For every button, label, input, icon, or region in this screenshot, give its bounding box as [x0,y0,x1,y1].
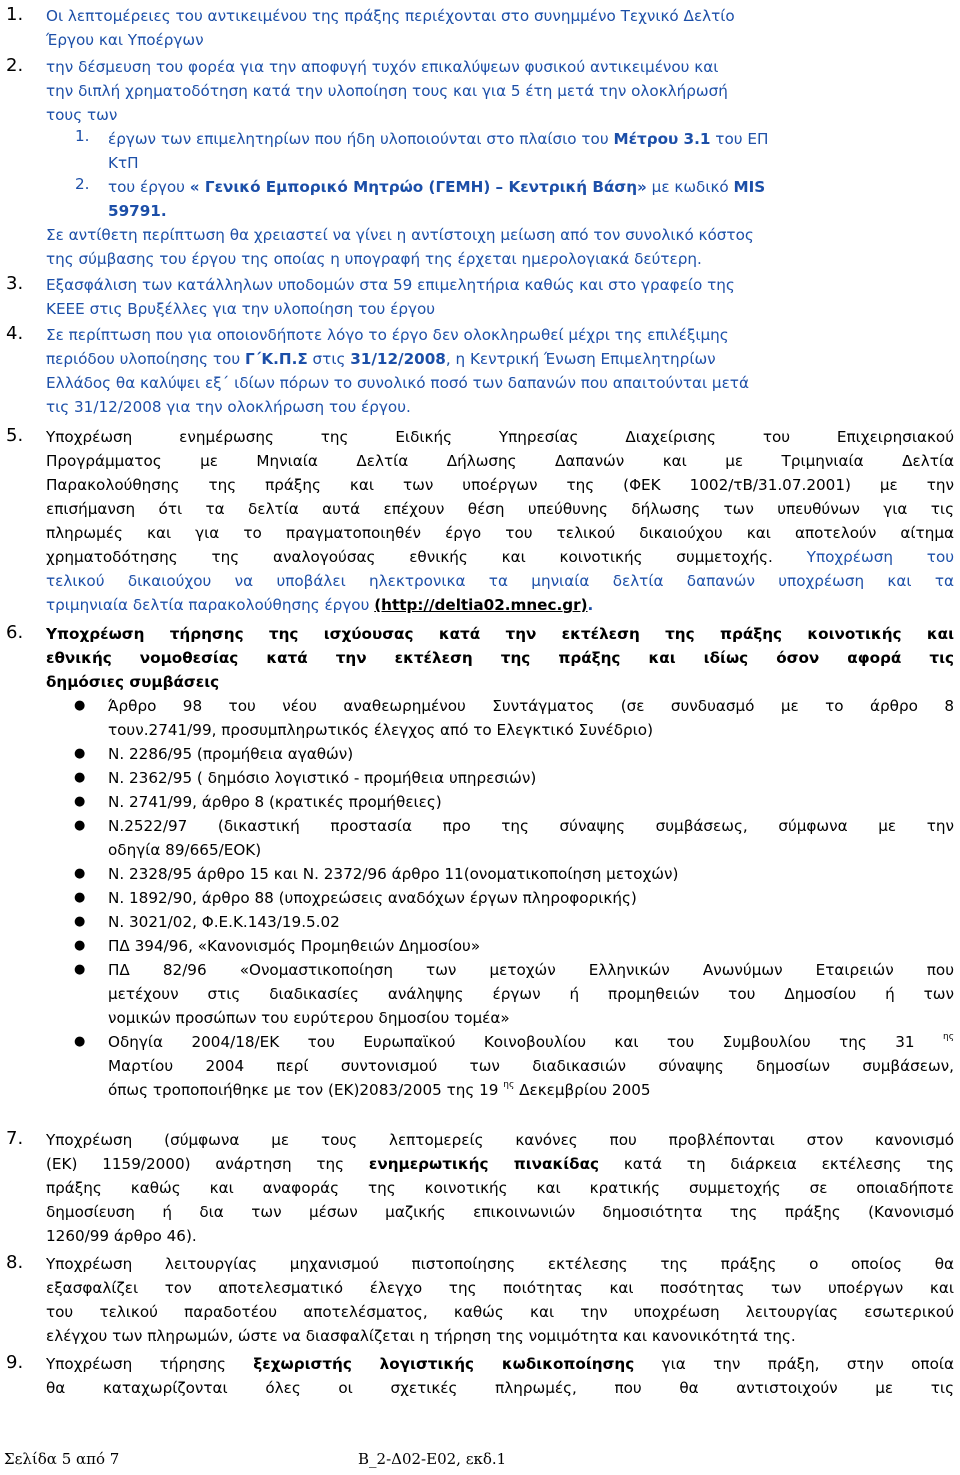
item-text-line: επισήμανση ότι τα δελτία αυτά επέχουν θέση υπεύθυνης δήλωσης των υπευθύνων για τις [46,500,954,518]
bullet-icon: ● [74,746,86,761]
item-text-line: δημοσίευση ή δια των μέσων μαζικής επικοινωνιών δημοσιότητα της πράξης (Κανονισμό [46,1203,954,1221]
item-number: 7. [6,1128,24,1149]
item-heading-line: εθνικής νομοθεσίας κατά την εκτέλεση της πράξης και ιδίως όσον αφορά τις [46,649,954,667]
deadline-date: 31/12/2008 [350,350,446,368]
item-text-line: ελέγχου των πληρωμών, ώστε να διασφαλίζεται η τήρηση της νομιμότητα και κανονικότητά της. [46,1327,796,1345]
bullet-text: Ν. 2362/95 ( δημόσιο λογιστικό - προμήθεια υπηρεσιών) [108,769,537,787]
bullet-text: Μαρτίου 2004 περί συντονισμού των διαδικασιών σύναψης δημοσίων συμβάσεων, [108,1057,954,1075]
bullet-icon: ● [74,698,86,713]
item-text: , η Κεντρική Ένωση Επιμελητηρίων [445,350,716,368]
bullet-text: Ν. 1892/90, άρθρο 88 (υποχρεώσεις αναδόχων έργων πληροφορικής) [108,889,637,907]
item-text-line: Εξασφάλιση των κατάλληλων υποδομών στα 59 επιμελητήρια καθώς και στο γραφείο της [46,276,735,294]
item-number: 3. [6,273,24,294]
bullet-icon: ● [74,866,86,881]
item-heading-line: δημόσιες συμβάσεις [46,673,220,691]
bullet-text: οδηγία 89/665/ΕΟΚ) [108,841,262,859]
item-text-line: τους των [46,106,118,124]
sub-text: ΚτΠ [108,154,139,172]
item-text: τριμηνιαία δελτία παρακολούθησης έργου [46,596,370,614]
bullet-text: ΠΔ 82/96 «Ονομαστικοποίηση των μετοχών Ελληνικών Ανωνύμων Εταιρειών που [108,961,954,979]
item-text: περιόδου υλοποίησης του [46,350,241,368]
bullet-text: Ν.2522/97 (δικαστική προστασία προ της σύναψης συμβάσεως, σύμφωνα με την [108,817,954,835]
item-text-line: Υποχρέωση ενημέρωσης της Ειδικής Υπηρεσίας Διαχείρισης του Επιχειρησιακού [46,428,954,446]
bullet-text: νομικών προσώπων του ευρύτερου δημοσίου τομέα» [108,1009,510,1027]
note-line: της σύμβασης του έργου της οποίας η υπογραφή της έρχεται ημερολογιακά δεύτερη. [46,250,702,268]
item-text-line: θα καταχωρίζονται όλες οι σχετικές πληρωμές, που θα αντιστοιχούν με τις [46,1379,954,1397]
bullet-text: Οδηγία 2004/18/ΕΚ του Ευρωπαϊκού Κοινοβουλίου και του Συμβουλίου της 31 [108,1033,915,1051]
bullet-text: Ν. 2286/95 (προμήθεια αγαθών) [108,745,354,763]
bullet-item [108,862,954,886]
bullet-item [108,694,954,742]
item-text-bold: ενημερωτικής πινακίδας [368,1155,600,1173]
bullet-text: τουν.2741/99, προσυμπληρωτικός έλεγχος από το Ελεγκτικό Συνέδριο) [108,721,654,739]
item-text-line: Παρακολούθησης της πράξης και των υποέργων της (ΦΕΚ 1002/τΒ/31.07.2001) με την [46,476,954,494]
item-text: κατά τη διάρκεια εκτέλεσης της [623,1155,955,1173]
sub-item-2 [108,175,954,223]
item-heading-line: Υποχρέωση τήρησης της ισχύουσας κατά την εκτέλεση της πράξης κοινοτικής και [46,625,954,643]
bullet-icon: ● [74,818,86,833]
sub-text: με κωδικό [651,178,729,196]
item-number: 8. [6,1252,24,1273]
item-text-line: τις 31/12/2008 για την ολοκλήρωση του έργου. [46,398,411,416]
item-number: 5. [6,425,24,446]
bullet-item [108,742,954,766]
page-number: Σελίδα 5 από 7 [4,1450,120,1468]
bullet-item [108,958,954,1030]
bullet-item [108,886,954,910]
item-text-line: Ελλάδος θα καλύψει εξ΄ ιδίων πόρων το συνολικό ποσό των δαπανών που απαιτούνται μετά [46,374,749,392]
mis-code: 59791. [108,202,167,220]
item-text: . [587,596,594,614]
sub-note [46,223,954,271]
sub-text: έργων των επιμελητηρίων που ήδη υλοποιούνται στο πλαίσιο του [108,130,609,148]
item-text-line: την δέσμευση του φορέα για την αποφυγή τυχόν επικαλύψεων φυσικού αντικειμένου και [46,58,719,76]
bullet-text: μετέχουν στις διαδικασίες ανάληψης έργων ή προμηθειών του Δημοσίου ή των [108,985,954,1003]
item-number: 6. [6,622,24,643]
sub-item-number: 2. [75,175,90,193]
ordinal-suffix: ης [943,1032,954,1042]
item-number: 2. [6,55,24,76]
item-text: (ΕΚ) 1159/2000) ανάρτηση της [46,1155,345,1173]
bullet-item [108,910,954,934]
item-text-line: την διπλή χρηματοδότηση κατά την υλοποίηση τους και για 5 έτη μετά την ολοκλήρωσή [46,82,728,100]
bullet-icon: ● [74,914,86,929]
item-number: 1. [6,4,24,25]
bullet-icon: ● [74,794,86,809]
item-text-line: Έργου και Υποέργων [46,31,204,49]
note-line: Σε αντίθετη περίπτωση θα χρειαστεί να γίνει η αντίστοιχη μείωση από τον συνολικό κόστος [46,226,754,244]
item-number: 4. [6,323,24,344]
item-text: για την πράξη, στην οποία [661,1355,955,1373]
item-text-line: εξασφαλίζει τον αποτελεσματικό έλεγχο της ποιότητας και ποσότητας των υποέργων και [46,1279,954,1297]
item-text-line: πράξης καθώς και αναφοράς της κοινοτικής και κρατικής συμμετοχής σε οποιαδήποτε [46,1179,954,1197]
project-title: « Γενικό Εμπορικό Μητρώο (ΓΕΜΗ) – Κεντρική Βάση» [189,178,647,196]
item-text: χρηματοδότησης της αναλογούσας εθνικής και κοινοτικής συμμετοχής. [46,548,773,566]
bullet-text: Ν. 2328/95 άρθρο 15 και Ν. 2372/96 άρθρο 11(ονοματικοποίηση μετοχών) [108,865,679,883]
bullet-text: όπως τροποποιήθηκε με τον (ΕΚ)2083/2005 της 19 [108,1081,499,1099]
bullet-icon: ● [74,938,86,953]
sub-text: του έργου [108,178,185,196]
item-text-line: Προγράμματος με Μηνιαία Δελτία Δήλωσης Δαπανών και με Τριμηνιαία Δελτία [46,452,954,470]
bullet-text: Άρθρο 98 του νέου αναθεωρημένου Συντάγματος (σε συνδυασμό με το άρθρο 8 [108,697,954,715]
sub-item-1 [108,127,954,175]
sub-text: του ΕΠ [715,130,769,148]
item-text-line: Υποχρέωση (σύμφωνα με τους λεπτομερείς κανόνες που προβλέπονται στον κανονισμό [46,1131,954,1149]
bullet-item [108,790,954,814]
program-ref: Γ΄Κ.Π.Σ [244,350,308,368]
bullet-text: ΠΔ 394/96, «Κανονισμός Προμηθειών Δημοσίου» [108,937,481,955]
sub-item-number: 1. [75,127,90,145]
item-text-line: του τελικού παραδοτέου αποτελέσματος, καθώς και την υποχρέωση λειτουργίας εσωτερικού [46,1303,954,1321]
item-text-bold: ξεχωριστής λογιστικής κωδικοποίησης [253,1355,635,1373]
bullet-item [108,814,954,862]
bullet-item [108,934,954,958]
bullet-text: Δεκεμβρίου 2005 [519,1081,651,1099]
ordinal-suffix: ης [503,1080,515,1090]
measure-ref: Μέτρου 3.1 [613,130,711,148]
bullet-icon: ● [74,770,86,785]
item-text-line: τελικού δικαιούχου να υποβάλει ηλεκτρονικα τα μηνιαία δελτία δαπανών υποχρέωση και τα [46,572,954,590]
bullet-text: Ν. 2741/99, άρθρο 8 (κρατικές προμήθειες) [108,793,442,811]
bullet-item [108,766,954,790]
bullet-icon: ● [74,1034,86,1049]
bullet-text: Ν. 3021/02, Φ.Ε.Κ.143/19.5.02 [108,913,340,931]
item-number: 9. [6,1352,24,1373]
item-text-line: 1260/99 άρθρο 46). [46,1227,197,1245]
bullet-item [108,1030,954,1102]
item-text-line: Σε περίπτωση που για οποιονδήποτε λόγο το έργο δεν ολοκληρωθεί μέχρι της επιλέξιμης [46,326,729,344]
item-text: Υποχρέωση του [806,548,955,566]
item-text-line: Υποχρέωση λειτουργίας μηχανισμού πιστοποίησης εκτέλεσης της πράξης ο οποίος θα [46,1255,954,1273]
mis-label: MIS [733,178,766,196]
deltia-link[interactable]: (http://deltia02.mnec.gr) [374,596,588,614]
item-text-line: Οι λεπτομέρειες του αντικειμένου της πράξης περιέχονται στο συνημμένο Τεχνικό Δελτίο [46,7,735,25]
bullet-icon: ● [74,890,86,905]
bullet-icon: ● [74,962,86,977]
item-text-line: πληρωμές και για το πραγματοποιηθέν έργο του τελικού δικαιούχου και αποτελούν αίτημα [46,524,954,542]
item-text: στις [312,350,346,368]
document-code: Β_2-Δ02-Ε02, εκδ.1 [358,1450,507,1468]
item-text-line: ΚΕΕΕ στις Βρυξέλλες για την υλοποίηση του έργου [46,300,436,318]
item-text: Υποχρέωση τήρησης [46,1355,226,1373]
